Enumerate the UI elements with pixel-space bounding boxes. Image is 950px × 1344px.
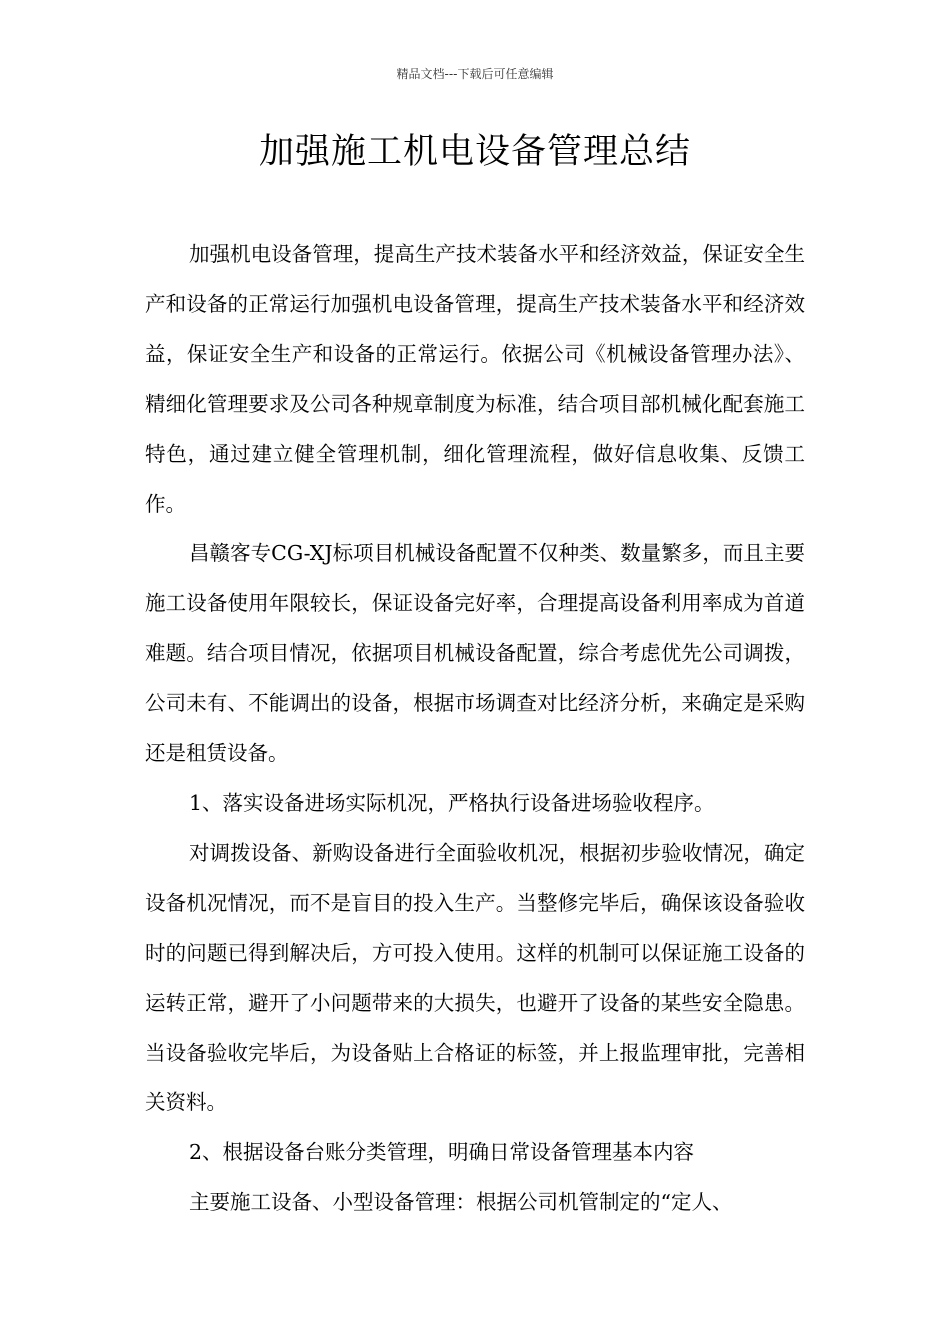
paragraph-equipment-management: 主要施工设备、小型设备管理：根据公司机管制定的“定人、 — [189, 1190, 733, 1215]
paragraph-acceptance: 对调拨设备、新购设备进行全面验收机况，根据初步验收情况，确定设备机况情况，而不是盲目的投入生产。当整修完毕后，确保该设备验收时的问题已得到解决后，方可投入使用。这样的机制可以保证施工设备的运转正常，避开了小问题带来的大损失，也避开了设备的某些安全隐患。当设备验收完毕后，为设备贴上合格证的标签，并上报监理审批，完善相关资料。 — [145, 840, 805, 1115]
paragraph-project-overview: 昌赣客专CG-XJ标项目机械设备配置不仅种类、数量繁多，而且主要施工设备使用年限较长，保证设备完好率，合理提高设备利用率成为首道难题。结合项目情况，依据项目机械设备配置，综合考虑优先公司调拨，公司未有、不能调出的设备，根据市场调查对比经济分析，来确定是采购还是租赁设备。 — [145, 541, 805, 766]
paragraph-intro: 加强机电设备管理，提高生产技术装备水平和经济效益，保证安全生产和设备的正常运行加强机电设备管理，提高生产技术装备水平和经济效益，保证安全生产和设备的正常运行。依据公司《机械设备管理办法》、精细化管理要求及公司各种规章制度为标准，结合项目部机械化配套施工特色，通过建立健全管理机制，细化管理流程，做好信息收集、反馈工作。 — [145, 242, 805, 516]
document-title: 加强施工机电设备管理总结 — [258, 132, 691, 172]
header-note: 精品文档---下载后可任意编辑 — [396, 67, 554, 81]
paragraph-section-2-heading: 2、根据设备台账分类管理，明确日常设备管理基本内容 — [189, 1140, 695, 1165]
paragraph-section-1-heading: 1、落实设备进场实际机况，严格执行设备进场验收程序。 — [189, 790, 715, 815]
document-body — [145, 230, 805, 1228]
